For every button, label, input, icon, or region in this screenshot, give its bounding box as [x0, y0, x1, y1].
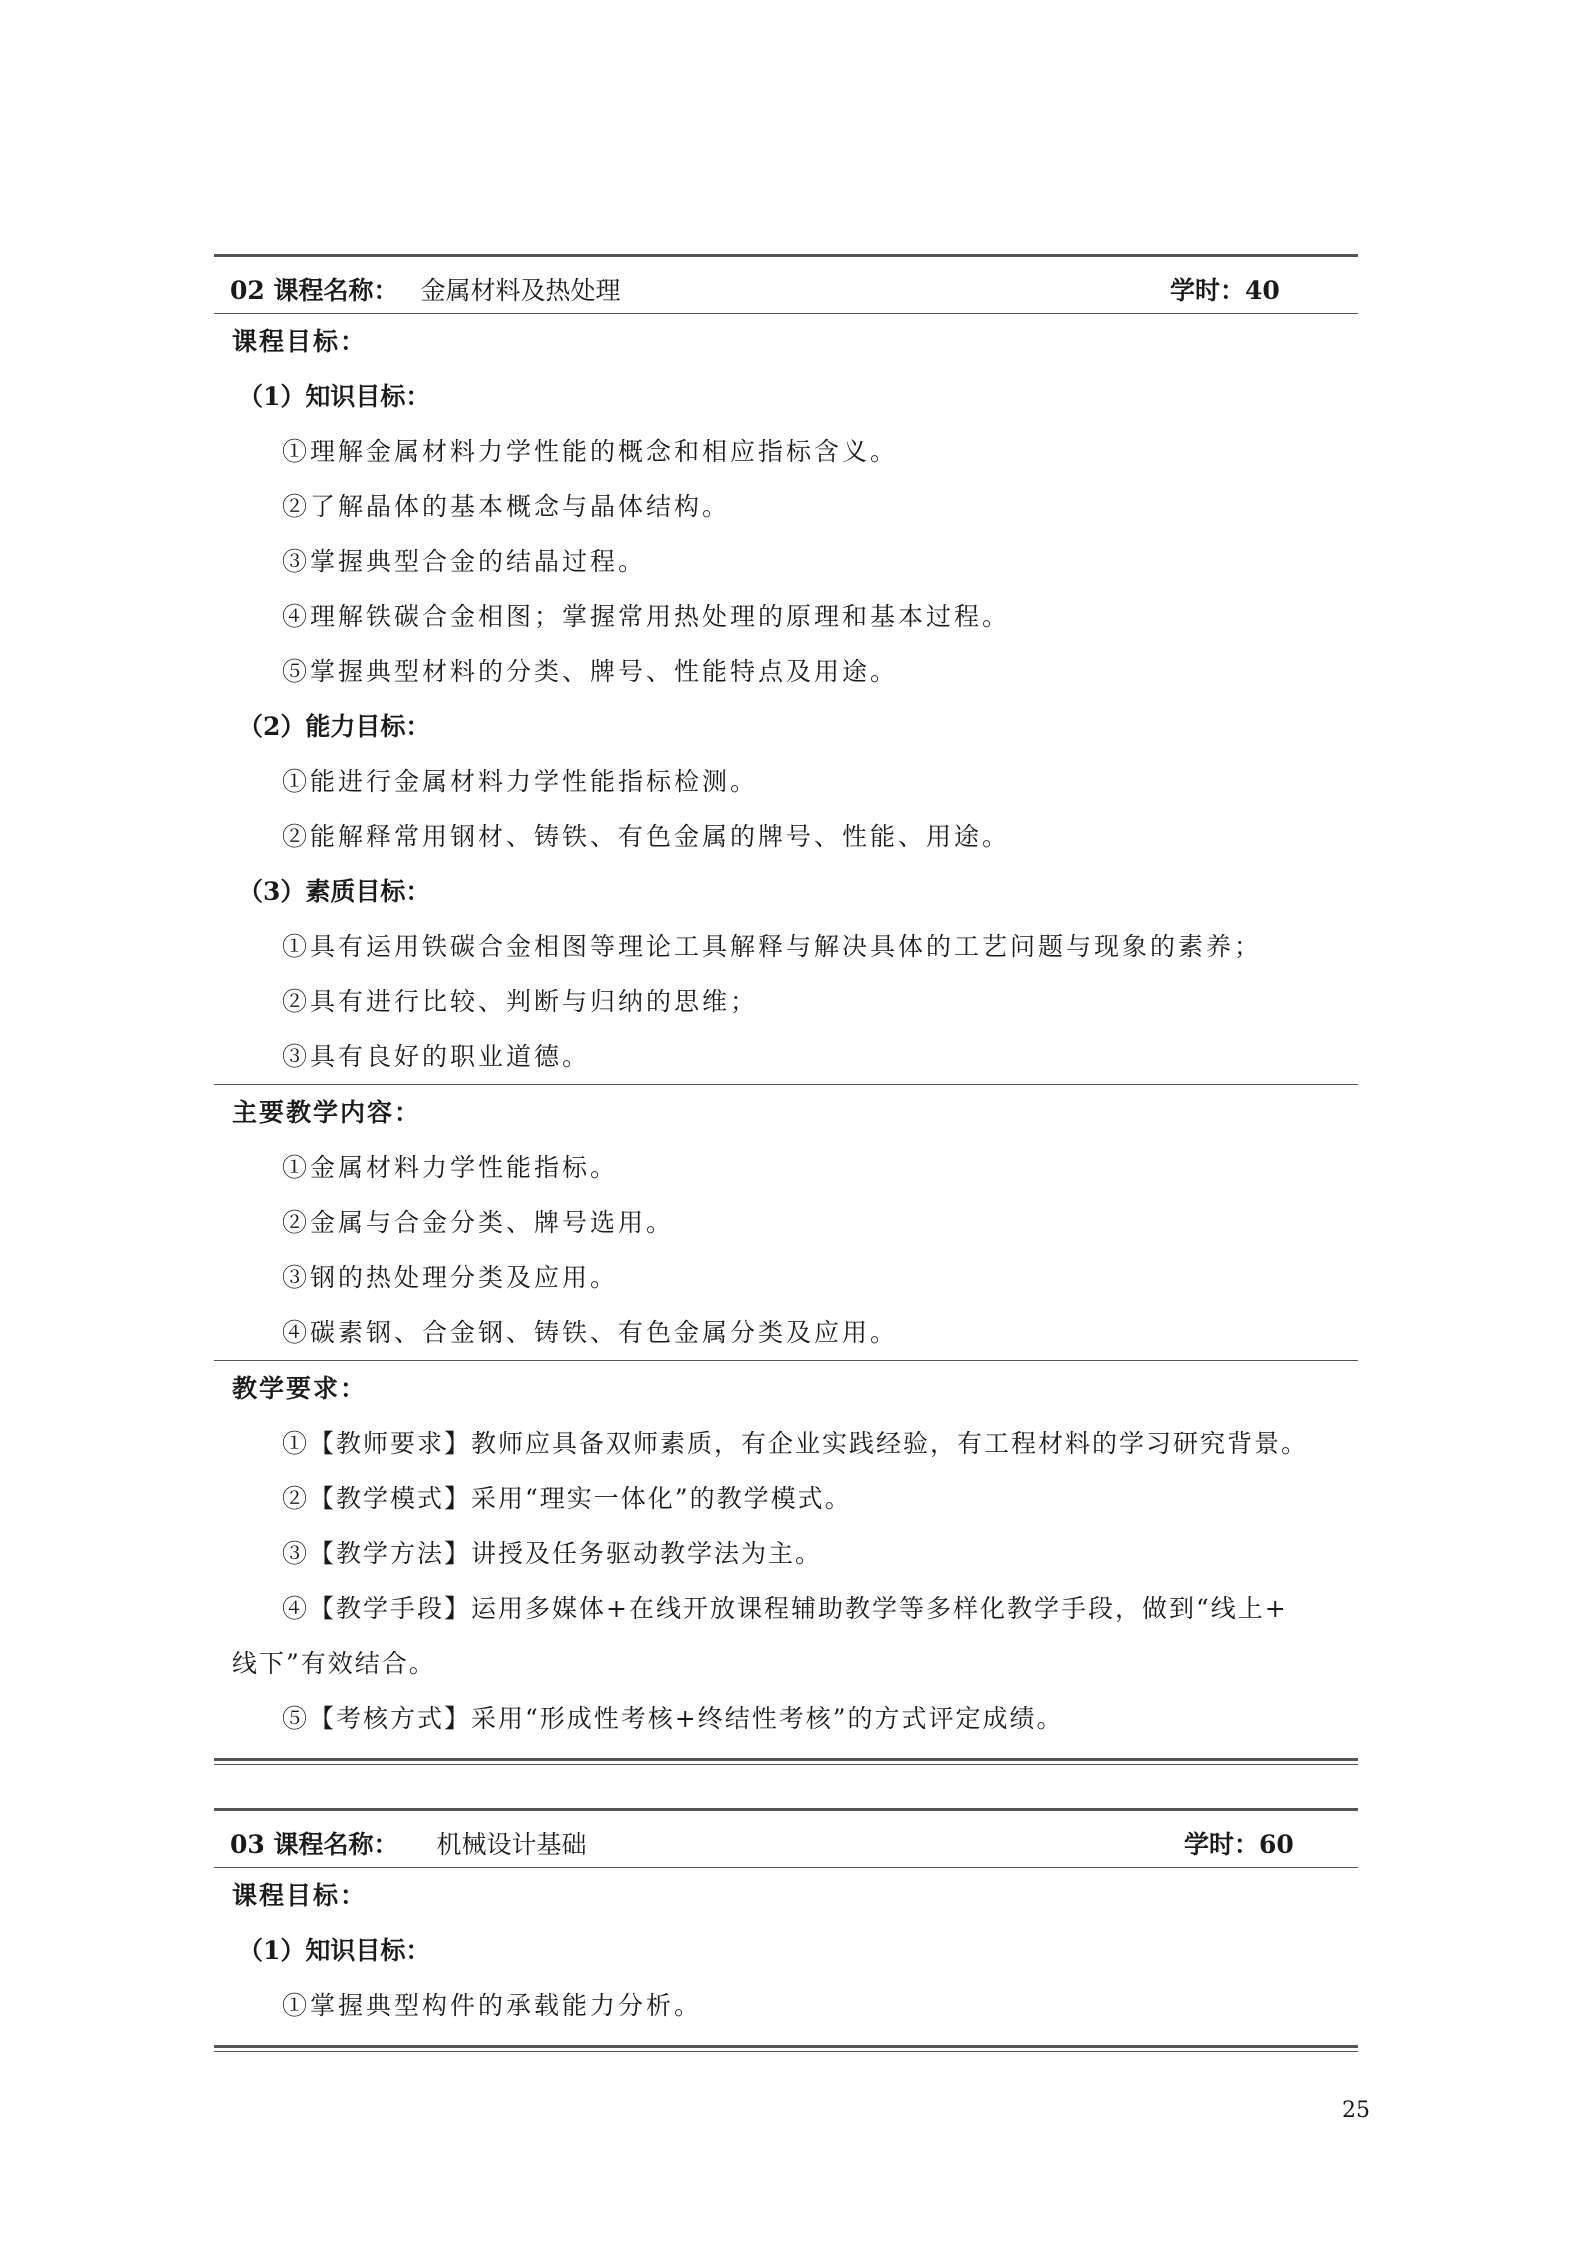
course-title-line	[230, 271, 621, 307]
list-item: ③掌握典型合金的结晶过程。	[282, 547, 647, 576]
list-item: ②了解晶体的基本概念与晶体结构。	[282, 492, 731, 521]
list-item: ②【教学模式】采用“理实一体化”的教学模式。	[282, 1484, 852, 1513]
course-hours: 学时：60	[1184, 1830, 1294, 1859]
list-item: ⑤掌握典型材料的分类、牌号、性能特点及用途。	[282, 657, 899, 686]
course-header	[214, 1811, 1358, 1867]
page-number: 25	[1342, 2098, 1370, 2123]
quality-heading: （3）素质目标：	[238, 877, 431, 906]
goals-heading: 课程目标：	[232, 327, 368, 356]
list-item: ①具有运用铁碳合金相图等理论工具解释与解决具体的工艺问题与现象的素养；	[282, 932, 1263, 961]
list-item: ②具有进行比较、判断与归纳的思维；	[282, 987, 759, 1016]
course-hours: 学时：40	[1170, 276, 1280, 305]
knowledge-heading: （1）知识目标：	[238, 382, 431, 411]
list-item: ①【教师要求】教师应具备双师素质，有企业实践经验，有工程材料的学习研究背景。	[282, 1429, 1309, 1458]
list-item-continuation: 线下”有效结合。	[232, 1649, 436, 1678]
course-name: 机械设计基础	[436, 1830, 587, 1859]
knowledge-heading: （1）知识目标：	[238, 1936, 431, 1965]
list-item: ④【教学手段】运用多媒体+在线开放课程辅助教学等多样化教学手段，做到“线上+	[282, 1594, 1288, 1623]
bottom-rule	[214, 2045, 1358, 2052]
list-item: ④理解铁碳合金相图；掌握常用热处理的原理和基本过程。	[282, 602, 1011, 631]
course-name-label: 02 课程名称：	[230, 276, 399, 305]
course-title-line	[230, 1825, 587, 1861]
requirements-heading: 教学要求：	[232, 1374, 368, 1403]
content-heading: 主要教学内容：	[232, 1098, 422, 1127]
list-item: ③具有良好的职业道德。	[282, 1042, 591, 1071]
list-item: ⑤【考核方式】采用“形成性考核+终结性考核”的方式评定成绩。	[282, 1704, 1064, 1733]
bottom-rule	[214, 1758, 1358, 1765]
list-item: ①掌握典型构件的承载能力分析。	[282, 1991, 703, 2020]
course-header	[214, 257, 1358, 313]
goals-heading: 课程目标：	[232, 1881, 368, 1910]
course-03-section	[214, 1808, 1358, 2052]
list-item: ②金属与合金分类、牌号选用。	[282, 1208, 675, 1237]
list-item: ③钢的热处理分类及应用。	[282, 1263, 619, 1292]
ability-heading: （2）能力目标：	[238, 712, 431, 741]
list-item: ④碳素钢、合金钢、铸铁、有色金属分类及应用。	[282, 1318, 899, 1347]
course-name: 金属材料及热处理	[420, 276, 621, 305]
list-item: ①能进行金属材料力学性能指标检测。	[282, 767, 759, 796]
course-name-label: 03 课程名称：	[230, 1830, 399, 1859]
list-item: ①理解金属材料力学性能的概念和相应指标含义。	[282, 437, 899, 466]
course-02-section	[214, 254, 1358, 1765]
list-item: ③【教学方法】讲授及任务驱动教学法为主。	[282, 1539, 823, 1568]
list-item: ①金属材料力学性能指标。	[282, 1153, 619, 1182]
list-item: ②能解释常用钢材、铸铁、有色金属的牌号、性能、用途。	[282, 822, 1011, 851]
